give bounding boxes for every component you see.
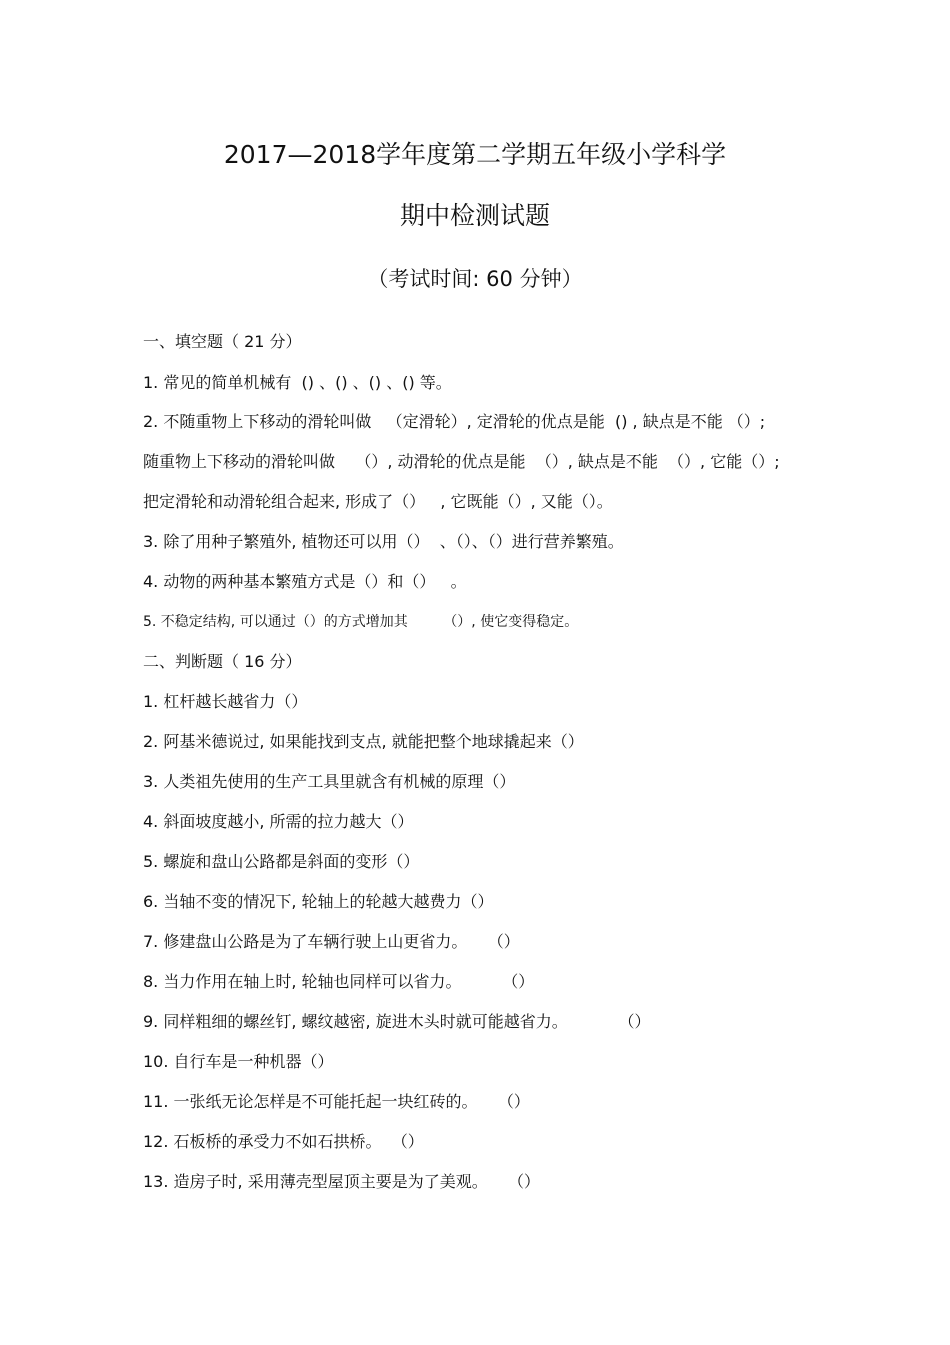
question-fill-2-line-3: 把定滑轮和动滑轮组合起来, 形成了（） , 它既能（）, 又能（）。 [143,492,613,511]
question-fill-4: 4. 动物的两种基本繁殖方式是（）和（） 。 [143,572,467,591]
question-tf: 9. 同样粗细的螺丝钉, 螺纹越密, 旋进木头时就可能越省力。 （） [143,1012,651,1031]
question-fill-2-line-1: 2. 不随重物上下移动的滑轮叫做 （定滑轮）, 定滑轮的优点是能 () , 缺点是不能 （）; [143,412,766,431]
question-fill-3: 3. 除了用种子繁殖外, 植物还可以用（） 、（）、（）进行营养繁殖。 [143,532,624,551]
question-tf: 10. 自行车是一种机器（） [143,1052,334,1071]
question-tf: 11. 一张纸无论怎样是不可能托起一块红砖的。 （） [143,1092,530,1111]
question-fill-2-line-2: 随重物上下移动的滑轮叫做 （）, 动滑轮的优点是能 （）, 缺点是不能 （）, 它能（）; [143,452,780,471]
question-tf: 8. 当力作用在轴上时, 轮轴也同样可以省力。 （） [143,972,535,991]
question-tf: 7. 修建盘山公路是为了车辆行驶上山更省力。 （） [143,932,520,951]
question-tf: 5. 螺旋和盘山公路都是斜面的变形（） [143,852,420,871]
question-tf: 12. 石板桥的承受力不如石拱桥。 （） [143,1132,424,1151]
question-tf: 3. 人类祖先使用的生产工具里就含有机械的原理（） [143,772,516,791]
exam-subtitle: 期中检测试题 [399,201,550,230]
section-heading-fill-blank: 一、填空题（ 21 分） [143,332,302,351]
exam-title: 2017—2018学年度第二学期五年级小学科学 [223,140,727,169]
question-tf: 13. 造房子时, 采用薄壳型屋顶主要是为了美观。 （） [143,1172,541,1191]
question-fill-5: 5. 不稳定结构, 可以通过（）的方式增加其 （）, 使它变得稳定。 [143,614,579,630]
question-tf: 4. 斜面坡度越小, 所需的拉力越大（） [143,812,414,831]
question-tf: 2. 阿基米德说过, 如果能找到支点, 就能把整个地球撬起来（） [143,732,584,751]
question-tf: 6. 当轴不变的情况下, 轮轴上的轮越大越费力（） [143,892,494,911]
section-heading-true-false: 二、判断题（ 16 分） [143,652,302,671]
exam-time: （考试时间: 60 分钟） [367,267,583,291]
question-tf: 1. 杠杆越长越省力（） [143,692,308,711]
question-fill-1: 1. 常见的简单机械有 () 、() 、() 、() 等。 [143,373,452,392]
